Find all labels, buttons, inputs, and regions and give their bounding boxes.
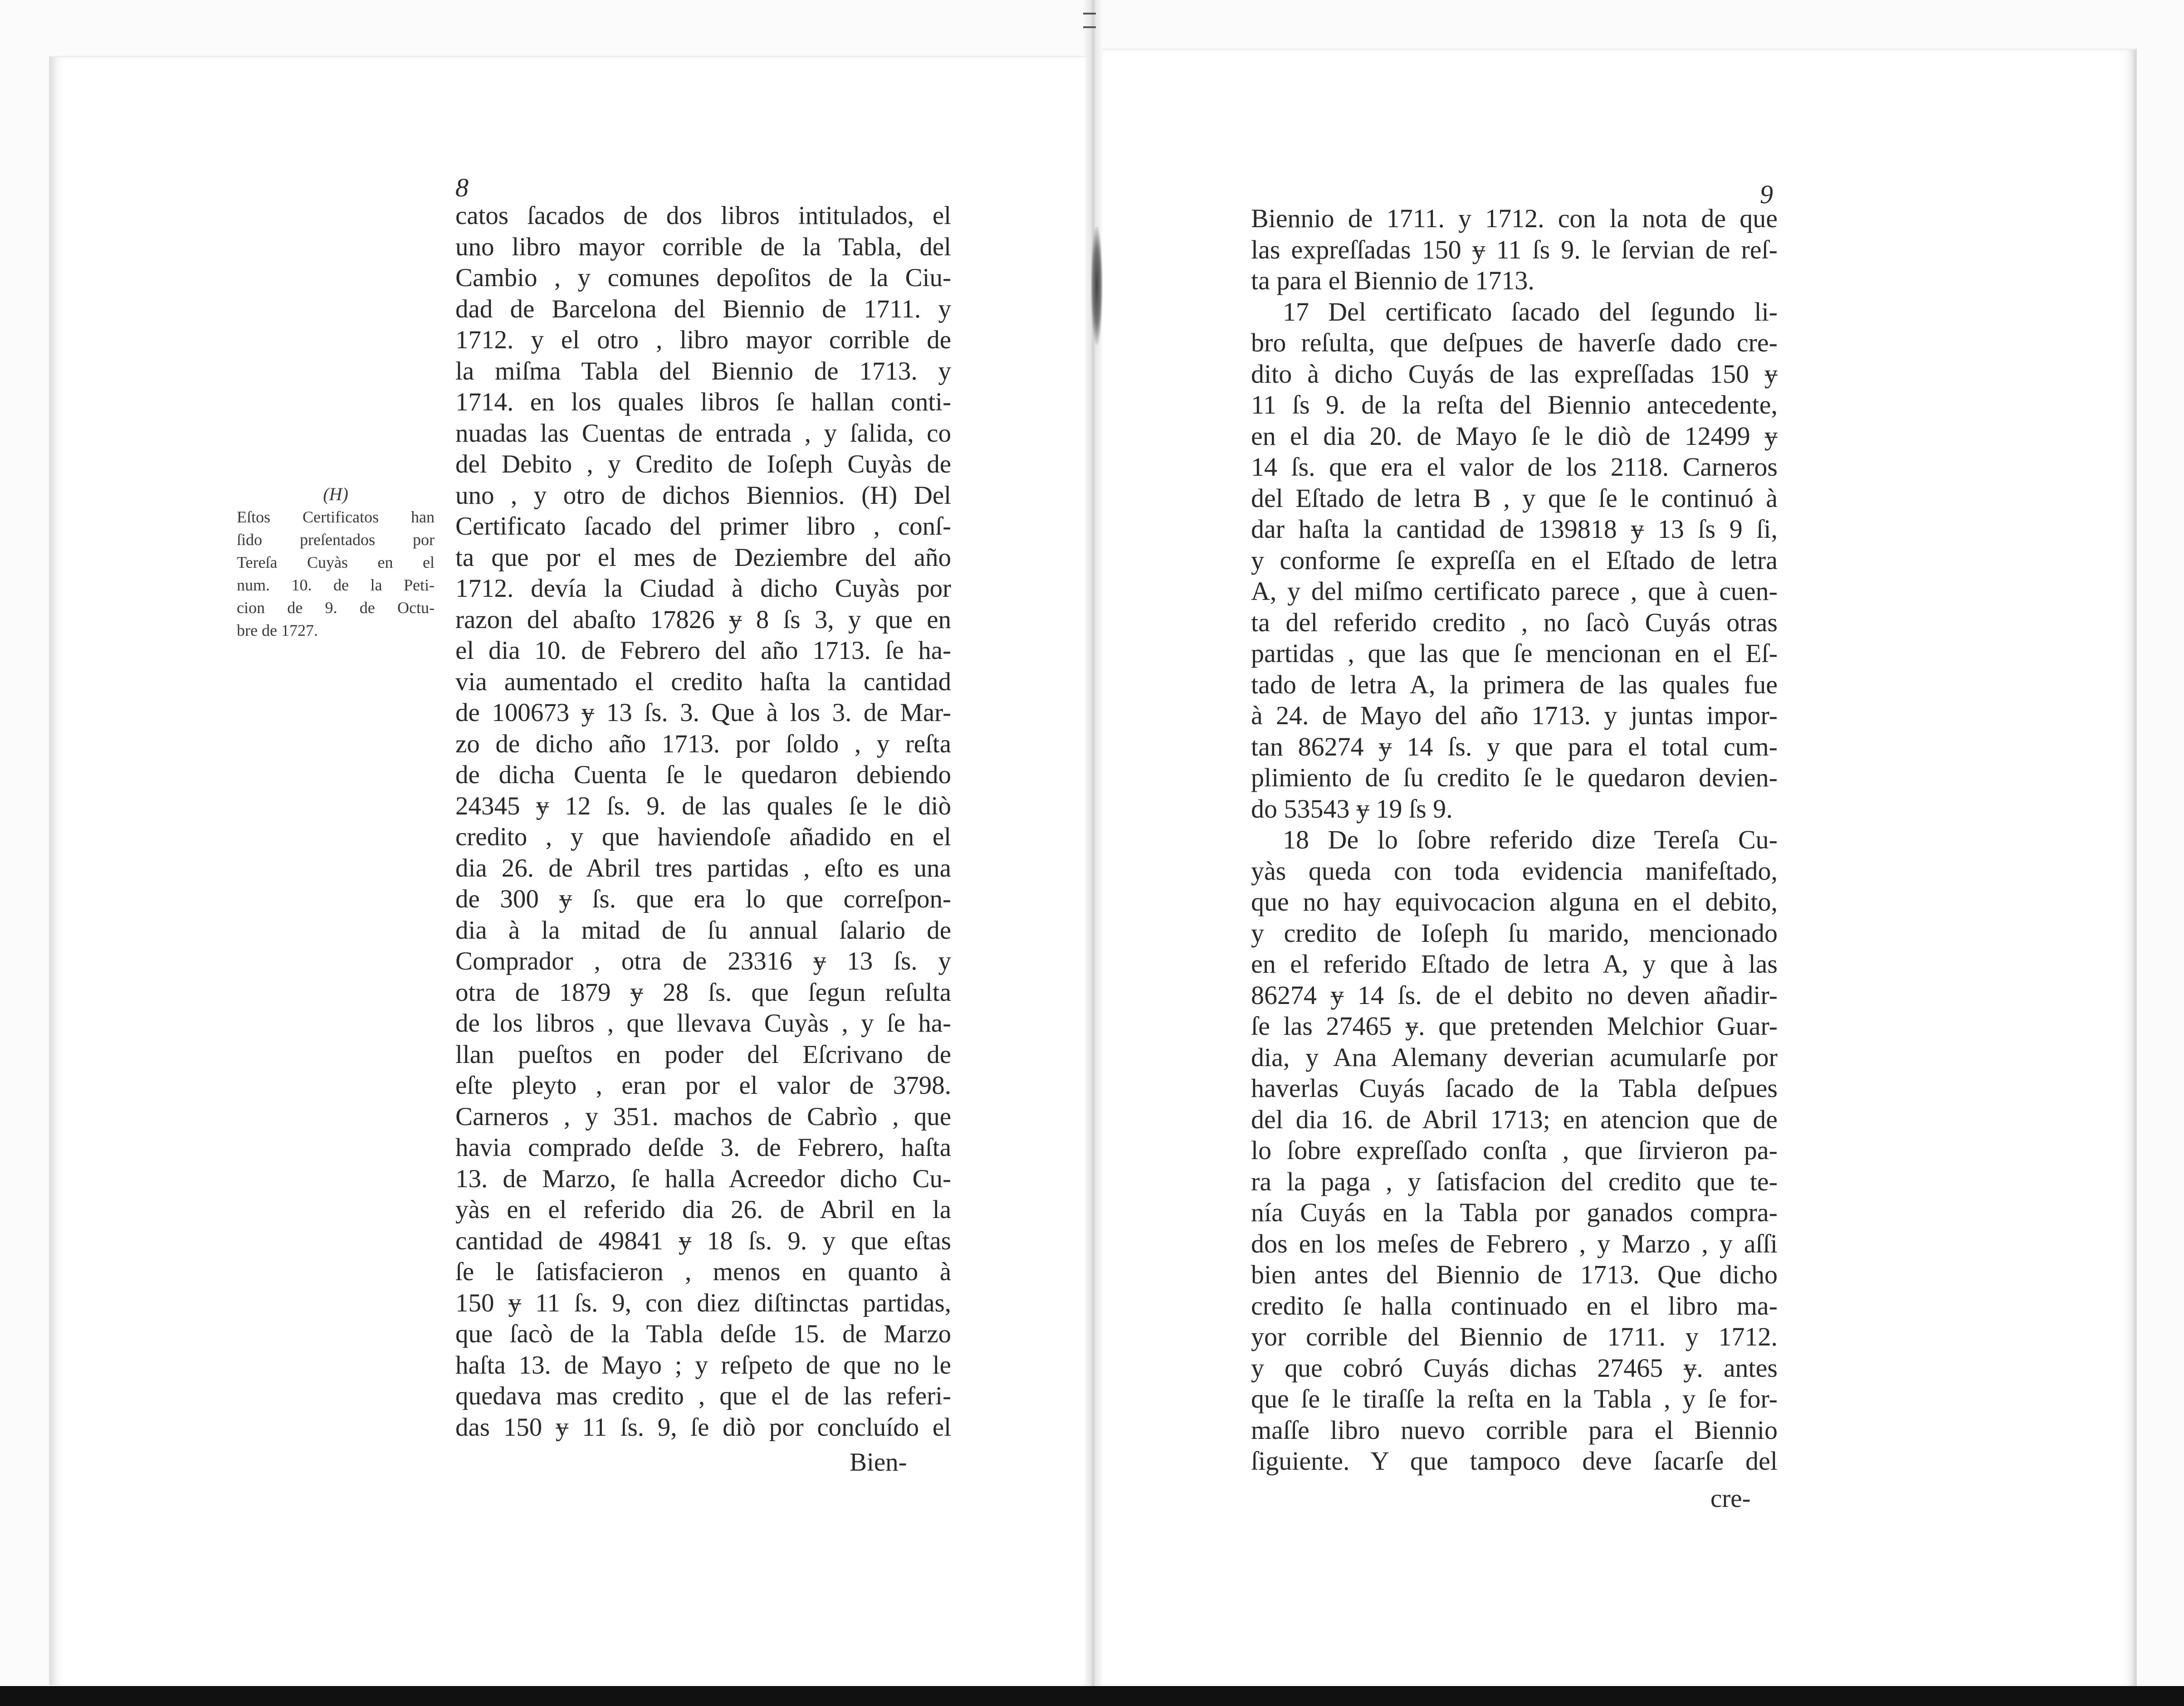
text-line: y credito de Ioſeph ſu marido, mencionado (1251, 918, 1778, 948)
margin-note (237, 483, 435, 642)
text-line: Tereſa Cuyàs en el (237, 553, 435, 571)
text-line: 18 De lo ſobre referido dize Tereſa Cu- (1283, 825, 1778, 854)
text-line: las expreſſadas 150 ɏ 11 ſs 9. le ſervian de reſ- (1251, 234, 1778, 264)
text-line: dito à dicho Cuyás de las expreſſadas 150 ɏ (1251, 359, 1778, 389)
text-line: ſe le ſatisfacieron , menos en quanto à (455, 1258, 951, 1286)
text-line: Comprador , otra de 23316 ɏ 13 ſs. y (455, 947, 951, 975)
text-line: 11 ſs 9. de la reſta del Biennio antecedente, (1251, 390, 1778, 419)
text-line: 1712. devía la Ciudad à dicho Cuyàs por (455, 574, 951, 603)
text-line: 150 ɏ 11 ſs. 9, con diez diſtinctas partidas, (455, 1288, 951, 1317)
text-line: do 53543 ɏ 19 ſs 9. (1251, 794, 1453, 824)
page-number-left: 8 (455, 173, 469, 202)
text-line: y que cobró Cuyás dichas 27465 ɏ. antes (1251, 1353, 1778, 1383)
text-line: dia à la mitad de ſu annual ſalario de (455, 916, 951, 945)
scanner-edge (0, 1686, 2184, 1706)
text-line: via aumentado el credito haſta la cantidad (455, 667, 951, 696)
ink-blot (1091, 227, 1103, 345)
text-line: que ſe le tiraſſe la reſta en la Tabla , y ſe for- (1251, 1384, 1778, 1414)
text-line: de los libros , que llevava Cuyàs , y ſe ha- (455, 1009, 951, 1038)
text-line: haſta 13. de Mayo ; y reſpeto de que no le (455, 1350, 951, 1379)
text-line: à 24. de Mayo del año 1713. y juntas impor- (1251, 701, 1778, 730)
text-line: 24345 ɏ 12 ſs. 9. de las quales ſe le diò (455, 791, 951, 820)
text-line: credito , y que haviendoſe añadido en el (455, 823, 951, 851)
text-line: uno , y otro de dichos Biennios. (H) Del (455, 481, 951, 510)
text-line: eſte pleyto , eran por el valor de 3798. (455, 1071, 951, 1100)
text-line: Certificato ſacado del primer libro , conſ- (455, 512, 951, 541)
text-line: que ſacò de la Tabla deſde 15. de Marzo (455, 1320, 951, 1348)
text-line: partidas , que las que ſe mencionan en el Eſ- (1251, 639, 1778, 668)
text-line: ſiguiente. Y que tampoco deve ſacarſe del (1251, 1446, 1778, 1476)
text-line: de 100673 ɏ 13 ſs. 3. Que à los 3. de Mar- (455, 698, 951, 727)
text-line: bro reſulta, que deſpues de haverſe dado cre- (1251, 328, 1778, 357)
text-line: tado de letra A, la primera de las quales fue (1251, 669, 1778, 699)
text-line: del dia 16. de Abril 1713; en atencion que de (1251, 1104, 1778, 1134)
text-line: nuadas las Cuentas de entrada , y ſalida, co (455, 419, 951, 448)
text-line: razon del abaſto 17826 ɏ 8 ſs 3, y que en (455, 605, 951, 634)
text-line: haverlas Cuyás ſacado de la Tabla deſpues (1251, 1073, 1778, 1103)
text-line: 14 ſs. que era el valor de los 2118. Carneros (1251, 452, 1778, 482)
text-line: Eſtos Certificatos han (237, 508, 435, 526)
margin-note-marker: (H) (323, 484, 348, 504)
text-line: la miſma Tabla del Biennio de 1713. y (455, 356, 951, 385)
text-line: catos ſacados de dos libros intitulados, el (455, 201, 951, 230)
text-line: 86274 ɏ 14 ſs. de el debito no deven añadir- (1251, 980, 1778, 1010)
text-line: ta que por el mes de Deziembre del año (455, 543, 951, 572)
text-line: lo ſobre expreſſado conſta , que ſirvieron pa- (1251, 1136, 1778, 1165)
text-line: credito ſe halla continuado en el libro ma- (1251, 1291, 1778, 1321)
catchword-left: Bien- (850, 1448, 907, 1477)
scan-mark (1083, 26, 1096, 28)
text-line: dar haſta la cantidad de 139818 ɏ 13 ſs 9 ſi, (1251, 514, 1778, 544)
text-line: del Debito , y Credito de Ioſeph Cuyàs de (455, 450, 951, 478)
text-line: bien antes del Biennio de 1713. Que dicho (1251, 1260, 1778, 1289)
text-line: dos en los meſes de Febrero , y Marzo , y aſſi (1251, 1228, 1778, 1258)
text-line: de dicha Cuenta ſe le quedaron debiendo (455, 760, 951, 789)
text-line: zo de dicho año 1713. por ſoldo , y reſta (455, 729, 951, 758)
text-line: 1714. en los quales libros ſe hallan conti- (455, 388, 951, 416)
text-line: en el referido Eſtado de letra A, y que à las (1251, 949, 1778, 979)
text-line: otra de 1879 ɏ 28 ſs. que ſegun reſulta (455, 978, 951, 1007)
text-line: ra la paga , y ſatisfacion del credito que te- (1251, 1166, 1778, 1196)
text-line: de 300 ɏ ſs. que era lo que correſpon- (455, 885, 951, 913)
text-line: del Eſtado de letra B , y que ſe le continuó à (1251, 483, 1778, 513)
text-line: das 150 ɏ 11 ſs. 9, ſe diò por concluído el (455, 1413, 951, 1442)
text-line: 1712. y el otro , libro mayor corrible de (455, 326, 951, 354)
left-text-column (455, 200, 951, 1443)
text-line: y conforme ſe expreſſa en el Eſtado de letra (1251, 545, 1778, 575)
text-line: havia comprado deſde 3. de Febrero, haſta (455, 1133, 951, 1162)
text-line: cion de 9. de Octu- (237, 599, 435, 617)
text-line: plimiento de ſu credito ſe le quedaron devien- (1251, 763, 1778, 792)
text-line: bre de 1727. (237, 621, 318, 639)
text-line: num. 10. de la Peti- (237, 576, 435, 594)
text-line: ſe las 27465 ɏ. que pretenden Melchior Guar- (1251, 1011, 1778, 1041)
text-line: dia, y Ana Alemany deverian acumularſe por (1251, 1042, 1778, 1072)
text-line: 17 Del certificato ſacado del ſegundo li- (1283, 297, 1778, 327)
text-line: dad de Barcelona del Biennio de 1711. y (455, 294, 951, 323)
text-line: llan pueſtos en poder del Eſcrivano de (455, 1040, 951, 1069)
text-line: yàs queda con toda evidencia manifeſtado, (1251, 856, 1778, 886)
text-line: maſſe libro nuevo corrible para el Biennio (1251, 1415, 1778, 1445)
text-line: tan 86274 ɏ 14 ſs. y que para el total cum- (1251, 731, 1778, 761)
text-line: uno libro mayor corrible de la Tabla, del (455, 232, 951, 261)
text-line: Cambio , y comunes depoſitos de la Ciu- (455, 263, 951, 292)
scan-mark (1083, 13, 1096, 15)
text-line: ſido preſentados por (237, 531, 435, 549)
text-line: yor corrible del Biennio de 1711. y 1712. (1251, 1322, 1778, 1351)
text-line: que no hay equivocacion alguna en el debito, (1251, 887, 1778, 916)
text-line: quedava mas credito , que el de las referi- (455, 1382, 951, 1410)
right-text-column (1251, 203, 1778, 1477)
text-line: nía Cuyás en la Tabla por ganados compra- (1251, 1198, 1778, 1227)
text-line: en el dia 20. de Mayo ſe le diò de 12499 ɏ (1251, 421, 1778, 451)
text-line: yàs en el referido dia 26. de Abril en la (455, 1195, 951, 1224)
text-line: cantidad de 49841 ɏ 18 ſs. 9. y que eſtas (455, 1226, 951, 1255)
text-line: Biennio de 1711. y 1712. con la nota de que (1251, 204, 1778, 233)
catchword-right: cre- (1710, 1484, 1751, 1513)
text-line: dia 26. de Abril tres partidas , eſto es una (455, 853, 951, 882)
text-line: ta para el Biennio de 1713. (1251, 266, 1534, 295)
page-number-right: 9 (1760, 180, 1773, 209)
text-line: Carneros , y 351. machos de Cabrìo , que (455, 1102, 951, 1131)
text-line: A, y del miſmo certificato parece , que à cuen- (1251, 576, 1778, 606)
text-line: el dia 10. de Febrero del año 1713. ſe ha- (455, 636, 951, 665)
text-line: ta del referido credito , no ſacò Cuyás otras (1251, 607, 1778, 637)
text-line: 13. de Marzo, ſe halla Acreedor dicho Cu- (455, 1164, 951, 1193)
